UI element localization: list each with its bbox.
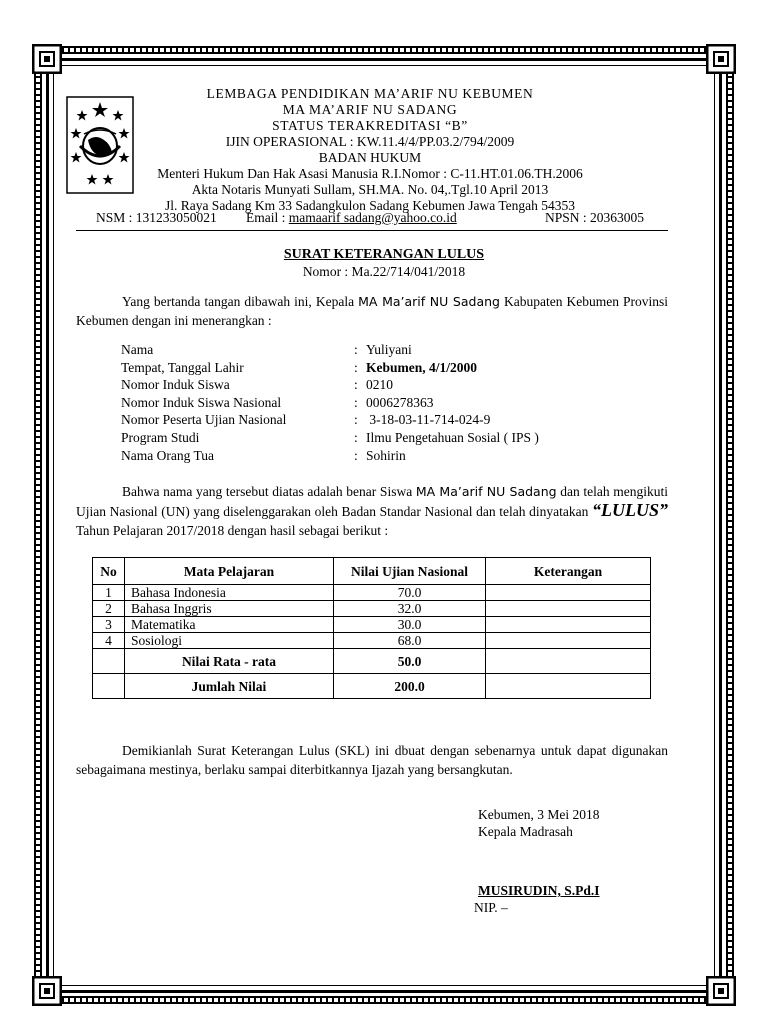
field-colon: :: [354, 377, 358, 392]
cell-subject: Bahasa Indonesia: [125, 585, 334, 601]
table-header-row: [93, 558, 651, 585]
cell-score: 70.0: [334, 585, 486, 601]
cell-subject: Sosiologi: [125, 633, 334, 649]
intro-text: Yang bertanda tangan dibawah ini, Kepala: [122, 294, 355, 309]
cell-score: 30.0: [334, 617, 486, 633]
corner-ornament-icon: [32, 44, 62, 74]
closing-text: Demikianlah Surat Keterangan Lulus (SKL) ini dbuat dengan sebenarnya untuk dapat digunakan sebagaimana mestinya, berlaku sampai diterbitkannya Ijazah yang bersangkutan.: [76, 743, 668, 777]
field-label-nisn: Nomor Induk Siswa Nasional: [121, 395, 282, 410]
npsn-number: NPSN : 20363005: [545, 210, 645, 225]
field-label-program: Program Studi: [121, 430, 200, 445]
cell-empty: [93, 649, 125, 674]
closing-paragraph: [76, 741, 668, 779]
signer-position: Kepala Madrasah: [478, 824, 573, 839]
intro-paragraph: [76, 292, 668, 330]
field-value-nisn: 0006278363: [366, 395, 434, 410]
field-colon: :: [354, 360, 358, 375]
field-colon: :: [354, 412, 358, 427]
letter-title: SURAT KETERANGAN LULUS: [283, 247, 485, 262]
grades-table: [92, 557, 651, 699]
legal-entity-heading: BADAN HUKUM: [318, 150, 422, 165]
header-divider: [76, 230, 668, 231]
border-top: [62, 46, 706, 54]
lulus-label: “LULUS”: [592, 500, 668, 520]
cell-note: [486, 617, 651, 633]
field-colon: :: [354, 342, 358, 357]
cell-note: [486, 585, 651, 601]
email-label: Email :: [246, 210, 286, 225]
statement-paragraph: [76, 482, 668, 540]
table-row: [93, 585, 651, 601]
field-label-parent: Nama Orang Tua: [121, 448, 214, 463]
statement-text-end: Tahun Pelajaran 2017/2018 dengan hasil sebagai berikut :: [76, 523, 389, 538]
institution-name: LEMBAGA PENDIDIKAN MA’ARIF NU KEBUMEN: [206, 86, 534, 101]
cell-score: 68.0: [334, 633, 486, 649]
border-left: [34, 74, 42, 978]
border-right: [726, 74, 734, 978]
corner-ornament-icon: [706, 44, 736, 74]
average-row: [93, 649, 651, 674]
cell-subject: Matematika: [125, 617, 334, 633]
intro-text-end: Kabupaten Kebumen Provinsi Kebumen dengan ini menerangkan :: [76, 294, 669, 328]
field-label-exam-number: Nomor Peserta Ujian Nasional: [121, 412, 287, 427]
border-bottom: [62, 996, 706, 1004]
place-date: Kebumen, 3 Mei 2018: [478, 807, 600, 822]
col-header-subject: Mata Pelajaran: [125, 558, 334, 585]
letterhead: [140, 86, 600, 214]
field-value-parent: Sohirin: [366, 448, 406, 463]
email-link[interactable]: mamaarif sadang@yahoo.co.id: [288, 210, 457, 225]
letter-number: Nomor : Ma.22/714/041/2018: [302, 264, 466, 279]
field-label-birth: Tempat, Tanggal Lahir: [121, 360, 244, 375]
cell-empty: [486, 674, 651, 699]
total-value: 200.0: [334, 674, 486, 699]
field-colon: :: [354, 448, 358, 463]
field-label-nis: Nomor Induk Siswa: [121, 377, 230, 392]
table-row: [93, 601, 651, 617]
field-value-program: Ilmu Pengetahuan Sosial ( IPS ): [366, 430, 539, 445]
school-name: MA MA’ARIF NU SADANG: [282, 102, 458, 117]
cell-note: [486, 601, 651, 617]
average-value: 50.0: [334, 649, 486, 674]
statement-text: Bahwa nama yang tersebut diatas adalah benar Siswa: [122, 484, 413, 499]
school-address: Jl. Raya Sadang Km 33 Sadangkulon Sadang Kebumen Jawa Tengah 54353: [164, 198, 576, 213]
corner-ornament-icon: [32, 976, 62, 1006]
cell-no: 1: [93, 585, 125, 601]
col-header-score: Nilai Ujian Nasional: [334, 558, 486, 585]
cell-score: 32.0: [334, 601, 486, 617]
table-row: [93, 633, 651, 649]
cell-no: 4: [93, 633, 125, 649]
total-label: Jumlah Nilai: [125, 674, 334, 699]
cell-empty: [93, 674, 125, 699]
cell-empty: [486, 649, 651, 674]
operational-permit: IJIN OPERASIONAL : KW.11.4/4/PP.03.2/794/2009: [225, 134, 515, 149]
field-value-nis: 0210: [366, 377, 393, 392]
intro-school-name: MA Ma’arif NU Sadang: [358, 294, 500, 309]
cell-no: 3: [93, 617, 125, 633]
table-row: [93, 617, 651, 633]
cell-note: [486, 633, 651, 649]
ministry-decree: Menteri Hukum Dan Hak Asasi Manusia R.I.Nomor : C-11.HT.01.06.TH.2006: [157, 166, 583, 181]
nu-logo-icon: [66, 96, 134, 194]
field-colon: :: [354, 395, 358, 410]
cell-subject: Bahasa Inggris: [125, 601, 334, 617]
col-header-no: No: [93, 558, 125, 585]
col-header-note: Keterangan: [486, 558, 651, 585]
nsm-number: NSM : 131233050021: [96, 210, 217, 225]
statement-school-name: MA Ma’arif NU Sadang: [415, 484, 557, 499]
field-colon: :: [354, 430, 358, 445]
average-label: Nilai Rata - rata: [125, 649, 334, 674]
accreditation-status: STATUS TERAKREDITASI “B”: [272, 118, 468, 133]
field-label-nama: Nama: [121, 342, 154, 357]
cell-no: 2: [93, 601, 125, 617]
field-value-birth: Kebumen, 4/1/2000: [366, 360, 478, 375]
total-row: [93, 674, 651, 699]
field-value-exam-number: 3-18-03-11-714-024-9: [366, 412, 491, 427]
email-line: [246, 210, 457, 226]
signer-nip: NIP. –: [474, 900, 508, 915]
signer-name: MUSIRUDIN, S.Pd.I: [478, 883, 600, 898]
field-value-nama: Yuliyani: [366, 342, 412, 357]
notary-deed: Akta Notaris Munyati Sullam, SH.MA. No. 04,.Tgl.10 April 2013: [191, 182, 549, 197]
corner-ornament-icon: [706, 976, 736, 1006]
statement-text-mid: dan telah mengikuti Ujian Nasional (UN) yang diselenggarakan oleh Badan Standar Nasional dan telah dinyatakan: [76, 484, 668, 519]
